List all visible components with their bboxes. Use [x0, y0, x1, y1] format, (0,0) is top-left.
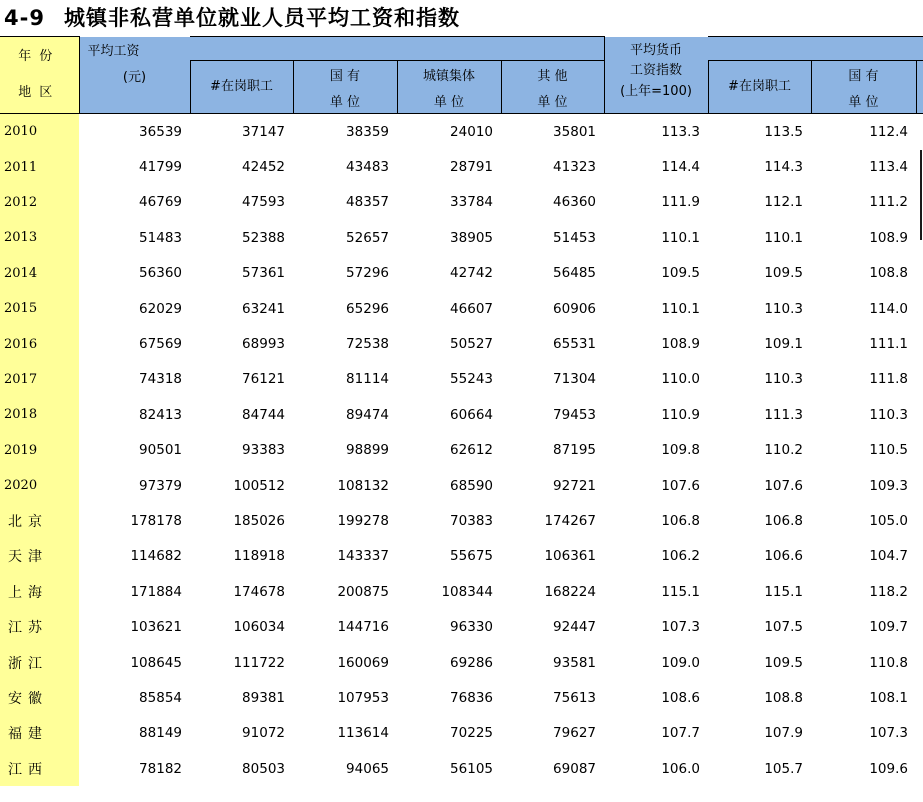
- value-cell: 68993: [242, 336, 285, 353]
- value-cell: 199278: [337, 512, 389, 529]
- value-cell: 80503: [242, 760, 285, 777]
- value-cell: 78182: [139, 760, 182, 777]
- value-cell: 74318: [139, 371, 182, 388]
- value-cell: 52388: [242, 229, 285, 246]
- year-label-cell: 2011: [0, 149, 79, 184]
- table-row: [0, 326, 923, 361]
- value-cell: 50527: [450, 336, 493, 353]
- value-cell: 106034: [233, 619, 285, 636]
- value-cell: 111.2: [869, 194, 908, 211]
- value-cell: 36539: [139, 123, 182, 140]
- value-cell: 113614: [337, 725, 389, 742]
- value-cell: 89474: [346, 406, 389, 423]
- value-cell: 37147: [242, 123, 285, 140]
- value-cell: 185026: [233, 512, 285, 529]
- wage-unit-label: (元): [122, 69, 147, 85]
- value-cell: 109.3: [869, 477, 908, 494]
- value-cell: 112.4: [869, 123, 908, 140]
- year-label-cell: 2019: [0, 433, 79, 468]
- value-cell: 76836: [450, 689, 493, 706]
- value-cell: 106.0: [661, 760, 700, 777]
- value-cell: 46607: [450, 300, 493, 317]
- value-cell: 106.2: [661, 548, 700, 565]
- table-row: [0, 503, 923, 538]
- col-collective: 城镇集体 单 位: [397, 61, 501, 114]
- value-cell: 60664: [450, 406, 493, 423]
- table-row: [0, 220, 923, 255]
- table-row: [0, 751, 923, 786]
- value-cell: 110.8: [869, 654, 908, 671]
- value-cell: 109.8: [661, 442, 700, 459]
- value-cell: 62029: [139, 300, 182, 317]
- value-cell: 46360: [553, 194, 596, 211]
- value-cell: 107.3: [869, 725, 908, 742]
- value-cell: 51453: [553, 229, 596, 246]
- value-cell: 110.3: [764, 371, 803, 388]
- value-cell: 69087: [553, 760, 596, 777]
- value-cell: 200875: [337, 583, 389, 600]
- region-label-cell: 北京: [0, 503, 79, 538]
- value-cell: 92447: [553, 619, 596, 636]
- cut-off-cell: [916, 114, 923, 150]
- cut-off-cell: [916, 468, 923, 503]
- year-label-cell: 2012: [0, 185, 79, 220]
- value-cell: 109.1: [764, 336, 803, 353]
- value-cell: 115.1: [764, 583, 803, 600]
- table-number: 4-9: [4, 6, 45, 30]
- value-cell: 115.1: [661, 583, 700, 600]
- value-cell: 42742: [450, 265, 493, 282]
- value-cell: 68590: [450, 477, 493, 494]
- value-cell: 110.2: [764, 442, 803, 459]
- table-row: [0, 185, 923, 220]
- value-cell: 107953: [337, 689, 389, 706]
- value-cell: 103621: [130, 619, 182, 636]
- value-cell: 33784: [450, 194, 493, 211]
- col-state-owned: 国 有 单 位: [293, 61, 397, 114]
- value-cell: 84744: [242, 406, 285, 423]
- value-cell: 41799: [139, 159, 182, 176]
- value-cell: 109.6: [869, 760, 908, 777]
- value-cell: 87195: [553, 442, 596, 459]
- value-cell: 56485: [553, 265, 596, 282]
- value-cell: 111.1: [869, 336, 908, 353]
- value-cell: 57296: [346, 265, 389, 282]
- value-cell: 38905: [450, 229, 493, 246]
- value-cell: 105.0: [869, 512, 908, 529]
- value-cell: 24010: [450, 123, 493, 140]
- wage-index-header: [604, 37, 708, 114]
- value-cell: 160069: [337, 654, 389, 671]
- value-cell: 107.6: [764, 477, 803, 494]
- cut-off-cell: [916, 751, 923, 786]
- value-cell: 98899: [346, 442, 389, 459]
- table-row: [0, 114, 923, 150]
- value-cell: 111722: [233, 654, 285, 671]
- value-cell: 91072: [242, 725, 285, 742]
- value-cell: 110.0: [661, 371, 700, 388]
- value-cell: 178178: [130, 512, 182, 529]
- region-label-cell: 江西: [0, 751, 79, 786]
- value-cell: 60906: [553, 300, 596, 317]
- region-label-cell: 浙江: [0, 645, 79, 680]
- value-cell: 110.3: [764, 300, 803, 317]
- wage-index-line2: 工资指数: [629, 63, 682, 78]
- value-cell: 108132: [337, 477, 389, 494]
- col-onpost-staff: #在岗职工: [190, 61, 293, 114]
- value-cell: 93581: [553, 654, 596, 671]
- table-title-text: 城镇非私营单位就业人员平均工资和指数: [64, 6, 460, 30]
- cut-off-cell: [916, 574, 923, 609]
- col-index-onpost-staff: #在岗职工: [708, 61, 811, 114]
- value-cell: 118918: [233, 548, 285, 565]
- value-cell: 106.8: [764, 512, 803, 529]
- table-header: [0, 36, 923, 113]
- value-cell: 89381: [242, 689, 285, 706]
- value-cell: 42452: [242, 159, 285, 176]
- value-cell: 111.9: [661, 194, 700, 211]
- region-label: 地区: [18, 85, 61, 100]
- region-label-cell: 福建: [0, 716, 79, 751]
- value-cell: 43483: [346, 159, 389, 176]
- value-cell: 110.1: [661, 229, 700, 246]
- value-cell: 28791: [450, 159, 493, 176]
- value-cell: 111.3: [764, 406, 803, 423]
- value-cell: 114.0: [869, 300, 908, 317]
- table-row: [0, 433, 923, 468]
- value-cell: 46769: [139, 194, 182, 211]
- value-cell: 57361: [242, 265, 285, 282]
- value-cell: 110.1: [661, 300, 700, 317]
- value-cell: 107.9: [764, 725, 803, 742]
- cut-off-cell: [916, 716, 923, 751]
- value-cell: 48357: [346, 194, 389, 211]
- table-row: [0, 645, 923, 680]
- value-cell: 76121: [242, 371, 285, 388]
- value-cell: 52657: [346, 229, 389, 246]
- cut-off-cell: [916, 397, 923, 432]
- value-cell: 108.8: [869, 265, 908, 282]
- value-cell: 47593: [242, 194, 285, 211]
- value-cell: 118.2: [869, 583, 908, 600]
- value-cell: 104.7: [869, 548, 908, 565]
- value-cell: 96330: [450, 619, 493, 636]
- year-label: 年份: [18, 49, 61, 64]
- value-cell: 106.6: [764, 548, 803, 565]
- col-index-cut-off: [916, 61, 923, 114]
- value-cell: 109.0: [661, 654, 700, 671]
- value-cell: 94065: [346, 760, 389, 777]
- cut-off-cell: [916, 645, 923, 680]
- table-row: [0, 256, 923, 291]
- value-cell: 110.9: [661, 406, 700, 423]
- table-row: [0, 680, 923, 715]
- value-cell: 174678: [233, 583, 285, 600]
- year-label-cell: 2013: [0, 220, 79, 255]
- wage-index-line3: (上年=100): [620, 83, 692, 99]
- value-cell: 114.3: [764, 159, 803, 176]
- value-cell: 55243: [450, 371, 493, 388]
- value-cell: 100512: [233, 477, 285, 494]
- value-cell: 69286: [450, 654, 493, 671]
- value-cell: 56105: [450, 760, 493, 777]
- value-cell: 108.6: [661, 689, 700, 706]
- value-cell: 70383: [450, 512, 493, 529]
- table-row: [0, 362, 923, 397]
- value-cell: 93383: [242, 442, 285, 459]
- value-cell: 38359: [346, 123, 389, 140]
- value-cell: 88149: [139, 725, 182, 742]
- year-label-cell: 2020: [0, 468, 79, 503]
- value-cell: 63241: [242, 300, 285, 317]
- year-label-cell: 2015: [0, 291, 79, 326]
- value-cell: 79453: [553, 406, 596, 423]
- value-cell: 105.7: [764, 760, 803, 777]
- region-label-cell: 天津: [0, 539, 79, 574]
- value-cell: 113.5: [764, 123, 803, 140]
- table-row: [0, 149, 923, 184]
- cut-off-cell: [916, 362, 923, 397]
- value-cell: 106361: [544, 548, 596, 565]
- value-cell: 81114: [346, 371, 389, 388]
- value-cell: 51483: [139, 229, 182, 246]
- cut-off-cell: [916, 539, 923, 574]
- value-cell: 97379: [139, 477, 182, 494]
- value-cell: 144716: [337, 619, 389, 636]
- table-row: [0, 291, 923, 326]
- value-cell: 85854: [139, 689, 182, 706]
- value-cell: 108645: [130, 654, 182, 671]
- table-row: [0, 609, 923, 644]
- value-cell: 107.5: [764, 619, 803, 636]
- value-cell: 108344: [441, 583, 493, 600]
- cut-off-cell: [916, 256, 923, 291]
- value-cell: 71304: [553, 371, 596, 388]
- col-other: 其 他 单 位: [501, 61, 604, 114]
- table-row: [0, 716, 923, 751]
- year-label-cell: 2014: [0, 256, 79, 291]
- value-cell: 79627: [553, 725, 596, 742]
- value-cell: 70225: [450, 725, 493, 742]
- col-index-state-owned: 国 有 单 位: [811, 61, 916, 114]
- cut-off-cell: [916, 680, 923, 715]
- value-cell: 107.6: [661, 477, 700, 494]
- table-body: [0, 113, 923, 786]
- value-cell: 35801: [553, 123, 596, 140]
- index-group-span: [708, 37, 923, 61]
- cut-off-cell: [916, 433, 923, 468]
- value-cell: 108.8: [764, 689, 803, 706]
- value-cell: 174267: [544, 512, 596, 529]
- value-cell: 143337: [337, 548, 389, 565]
- value-cell: 110.1: [764, 229, 803, 246]
- value-cell: 107.3: [661, 619, 700, 636]
- value-cell: 65531: [553, 336, 596, 353]
- value-cell: 114.4: [661, 159, 700, 176]
- cut-off-cell: [916, 503, 923, 538]
- row-label-header: [0, 37, 79, 114]
- value-cell: 107.7: [661, 725, 700, 742]
- region-label-cell: 江苏: [0, 609, 79, 644]
- year-label-cell: 2017: [0, 362, 79, 397]
- value-cell: 110.5: [869, 442, 908, 459]
- wage-group-span: [190, 37, 604, 61]
- value-cell: 65296: [346, 300, 389, 317]
- value-cell: 110.3: [869, 406, 908, 423]
- table-row: [0, 397, 923, 432]
- region-label-cell: 安徽: [0, 680, 79, 715]
- value-cell: 109.5: [661, 265, 700, 282]
- table-title: [4, 3, 460, 33]
- value-cell: 168224: [544, 583, 596, 600]
- value-cell: 114682: [130, 548, 182, 565]
- cut-off-cell: [916, 326, 923, 361]
- value-cell: 75613: [553, 689, 596, 706]
- value-cell: 56360: [139, 265, 182, 282]
- value-cell: 113.4: [869, 159, 908, 176]
- value-cell: 112.1: [764, 194, 803, 211]
- value-cell: 67569: [139, 336, 182, 353]
- value-cell: 109.5: [764, 265, 803, 282]
- table-row: [0, 539, 923, 574]
- region-label-cell: 上海: [0, 574, 79, 609]
- year-label-cell: 2010: [0, 114, 79, 150]
- table-row: [0, 468, 923, 503]
- avg-wage-header: [79, 37, 190, 114]
- value-cell: 72538: [346, 336, 389, 353]
- wage-table: [0, 36, 923, 786]
- year-label-cell: 2018: [0, 397, 79, 432]
- value-cell: 113.3: [661, 123, 700, 140]
- value-cell: 62612: [450, 442, 493, 459]
- value-cell: 106.8: [661, 512, 700, 529]
- table-row: [0, 574, 923, 609]
- value-cell: 82413: [139, 406, 182, 423]
- cut-off-cell: [916, 609, 923, 644]
- year-label-cell: 2016: [0, 326, 79, 361]
- value-cell: 109.7: [869, 619, 908, 636]
- value-cell: 92721: [553, 477, 596, 494]
- value-cell: 111.8: [869, 371, 908, 388]
- value-cell: 108.9: [661, 336, 700, 353]
- value-cell: 171884: [130, 583, 182, 600]
- avg-wage-label: 平均工资: [87, 43, 140, 59]
- value-cell: 108.1: [869, 689, 908, 706]
- wage-index-line1: 平均货币: [629, 42, 682, 58]
- cut-off-cell: [916, 291, 923, 326]
- value-cell: 55675: [450, 548, 493, 565]
- value-cell: 108.9: [869, 229, 908, 246]
- value-cell: 41323: [553, 159, 596, 176]
- value-cell: 109.5: [764, 654, 803, 671]
- scroll-edge-marker: [920, 150, 922, 240]
- value-cell: 90501: [139, 442, 182, 459]
